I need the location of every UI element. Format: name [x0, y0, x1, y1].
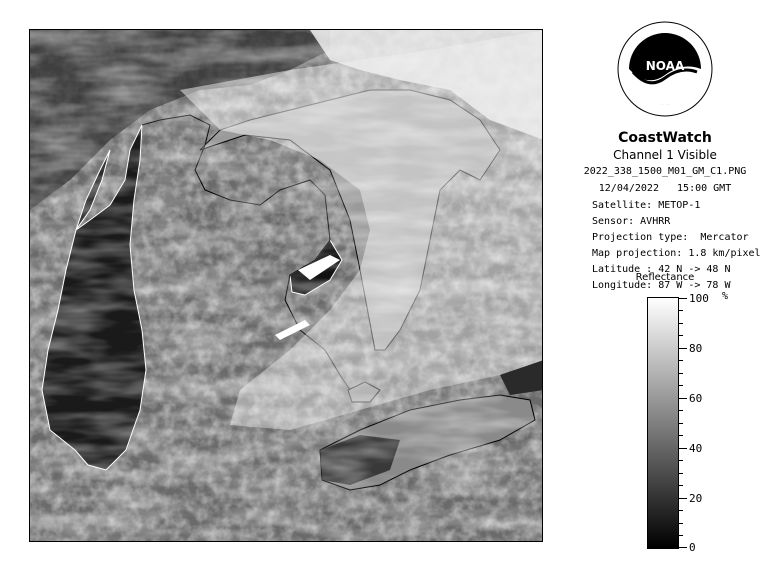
scale-tick — [679, 448, 687, 449]
longitude-label: Longitude: 87 W -> 78 W — [592, 280, 731, 291]
latitude-label: Latitude : 42 N -> 48 N — [592, 264, 731, 275]
cloud-texture — [30, 30, 543, 542]
satellite-label: Satellite: METOP-1 — [592, 200, 701, 211]
scale-label-100: 100 — [689, 292, 709, 305]
map-projection-label: Map projection: 1.8 km/pixel — [592, 248, 761, 259]
scale-minor-tick — [679, 485, 683, 486]
scale-minor-tick — [679, 323, 683, 324]
reflectance-scale — [560, 20, 770, 560]
scale-minor-tick — [679, 423, 683, 424]
scale-tick — [679, 348, 687, 349]
scale-minor-tick — [679, 460, 683, 461]
reflectance-colorbar — [647, 297, 679, 549]
scale-minor-tick — [679, 473, 683, 474]
scale-label-20: 20 — [689, 492, 703, 505]
scale-minor-tick — [679, 535, 683, 536]
satellite-map-svg — [30, 30, 543, 542]
scale-tick — [679, 547, 687, 548]
noaa-logo-text: NOAA — [645, 59, 685, 73]
image-filename: 2022_338_1500_M01_GM_C1.PNG — [583, 166, 747, 177]
sensor-label: Sensor: AVHRR — [592, 216, 671, 227]
scale-label-0: 0 — [689, 541, 696, 554]
scale-label-40: 40 — [689, 442, 703, 455]
product-title: CoastWatch — [618, 130, 712, 146]
scale-minor-tick — [679, 335, 683, 336]
scale-minor-tick — [679, 360, 683, 361]
scale-tick — [679, 298, 687, 299]
scale-minor-tick — [679, 523, 683, 524]
image-datetime: 12/04/2022 15:00 GMT — [598, 183, 732, 194]
scale-unit: % — [722, 291, 729, 302]
scale-minor-tick — [679, 510, 683, 511]
scale-label-60: 60 — [689, 392, 703, 405]
scale-label-80: 80 — [689, 342, 703, 355]
scale-tick — [679, 398, 687, 399]
scale-minor-tick — [679, 310, 683, 311]
scale-title: Reflectance — [635, 272, 695, 283]
satellite-image — [29, 29, 543, 542]
scale-minor-tick — [679, 410, 683, 411]
scale-tick — [679, 498, 687, 499]
scale-minor-tick — [679, 373, 683, 374]
scale-minor-tick — [679, 385, 683, 386]
product-subtitle: Channel 1 Visible — [613, 148, 717, 162]
projection-type-label: Projection type: Mercator — [592, 232, 749, 243]
scale-minor-tick — [679, 435, 683, 436]
